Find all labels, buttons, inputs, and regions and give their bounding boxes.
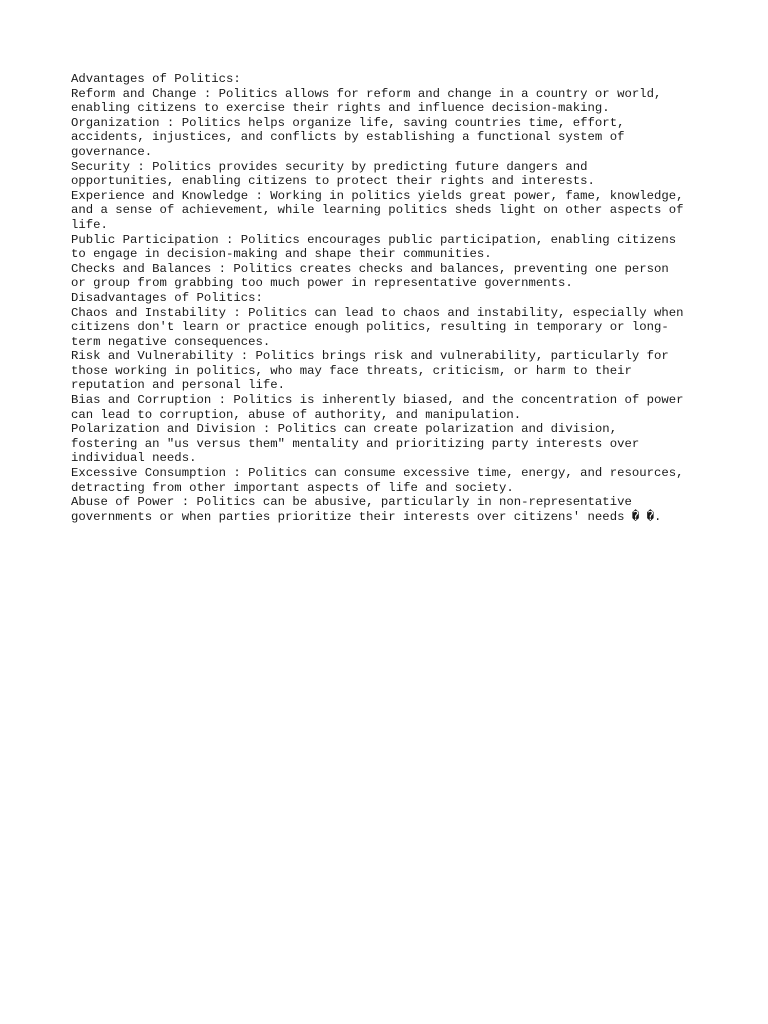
text-line: Polarization and Division : Politics can create polarization and division, (71, 422, 618, 437)
text-line: opportunities, enabling citizens to protect their rights and interests. (71, 174, 595, 189)
text-line: term negative consequences. (71, 334, 271, 349)
text-line: governance. (71, 144, 153, 159)
text-line: detracting from other important aspects of life and society. (71, 480, 514, 495)
section-heading-advantages: Advantages of Politics: (71, 72, 241, 86)
document-body (71, 72, 711, 524)
text-line: Experience and Knowledge : Working in politics yields great power, fame, knowledge, (71, 188, 684, 203)
text-line: individual needs. (71, 451, 197, 466)
text-line: can lead to corruption, abuse of authority, and manipulation. (71, 407, 522, 422)
text-line: Security : Politics provides security by predicting future dangers and (71, 159, 588, 174)
text-line: citizens don't learn or practice enough politics, resulting in temporary or long- (71, 320, 669, 335)
text-line: Chaos and Instability : Politics can lead to chaos and instability, especially when (71, 305, 684, 320)
text-line: governments or when parties prioritize their interests over citizens' needs � �. (71, 509, 662, 524)
section-heading-disadvantages: Disadvantages of Politics: (71, 290, 263, 305)
text-line: Abuse of Power : Politics can be abusive, particularly in non-representative (71, 495, 632, 510)
text-line: life. (71, 217, 108, 232)
text-line: and a sense of achievement, while learning politics sheds light on other aspects of (71, 203, 684, 218)
text-line: or group from grabbing too much power in representative governments. (71, 276, 573, 291)
text-line: fostering an "us versus them" mentality and prioritizing party interests over (71, 436, 640, 451)
text-line: Excessive Consumption : Politics can consume excessive time, energy, and resources, (71, 466, 684, 481)
text-line: enabling citizens to exercise their rights and influence decision-making. (71, 101, 610, 116)
text-line: Checks and Balances : Politics creates checks and balances, preventing one person (71, 261, 669, 276)
text-line: Organization : Politics helps organize life, saving countries time, effort, (71, 115, 625, 130)
text-line: accidents, injustices, and conflicts by establishing a functional system of (71, 130, 625, 145)
text-line: Public Participation : Politics encourages public participation, enabling citizens (71, 232, 677, 247)
text-line: reputation and personal life. (71, 378, 286, 393)
text-line: Reform and Change : Politics allows for reform and change in a country or world, (71, 86, 662, 101)
text-line: those working in politics, who may face threats, criticism, or harm to their (71, 363, 632, 378)
text-line: to engage in decision-making and shape their communities. (71, 247, 492, 262)
text-line: Risk and Vulnerability : Politics brings risk and vulnerability, particularly for (71, 349, 669, 364)
text-line: Bias and Corruption : Politics is inherently biased, and the concentration of power (71, 393, 684, 408)
